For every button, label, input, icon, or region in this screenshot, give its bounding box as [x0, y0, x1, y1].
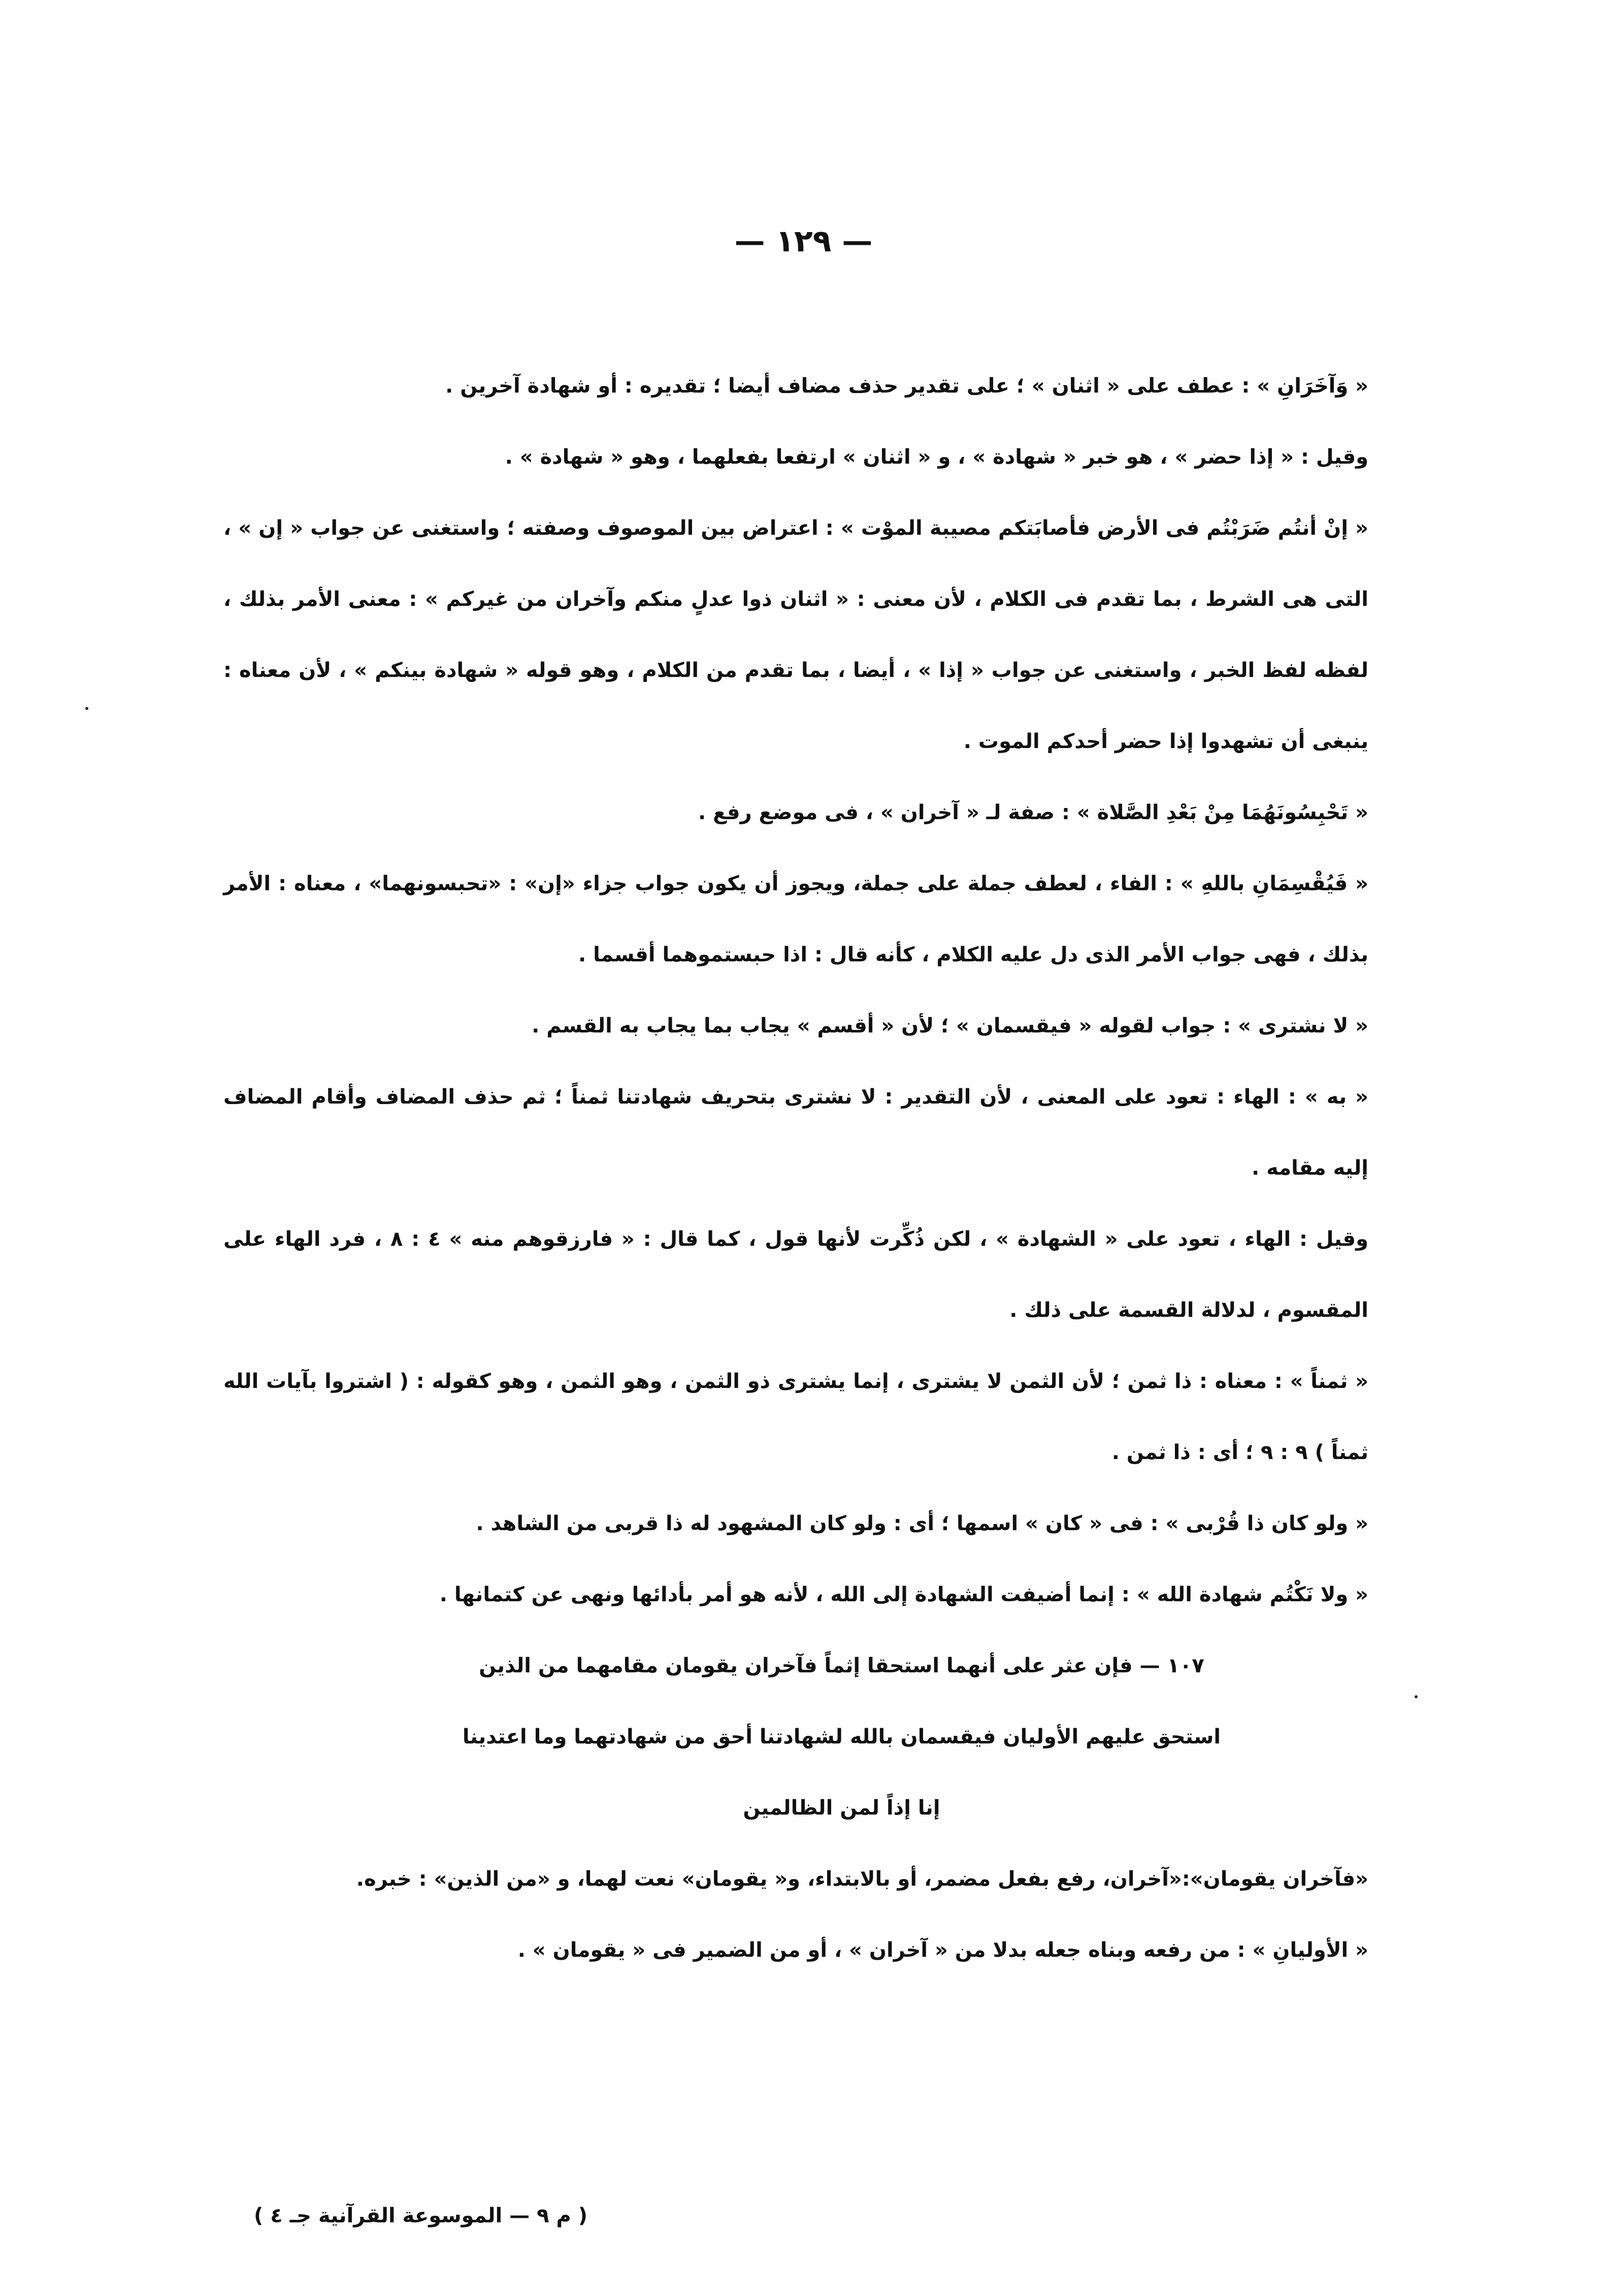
paragraph: « وَآخَرَانِ » : عطف على « اثنان » ؛ على تقدير حذف مضاف أيضا ؛ تقديره : أو شهادة آخرين .: [445, 374, 1368, 398]
paragraph: « فَيُقْسِمَانِ باللهِ » : الفاء ، لعطف جملة على جملة، ويجوز أن يكون جواب جزاء «إن» : «تحبسونهما» ، معناه : الأمر بذلك ، فهى جواب الأمر الذى دل عليه الكلام ، كأنه قال : اذا حبستموهما أقسما .: [223, 872, 1368, 966]
verse-line: إنا إذاً لمن الظالمين: [743, 1796, 940, 1820]
verse-block: [223, 1630, 1368, 1844]
verse-line: ١٠٧ — فإن عثر على أنهما استحقا إثماً فآخران يقومان مقامهما من الذين: [479, 1654, 1204, 1677]
scan-speck: [85, 707, 88, 710]
paragraph: « ولا نَكْتُم شهادة الله » : إنما أضيفت الشهادة إلى الله ، لأنه هو أمر بأدائها ونهى عن كتمانها .: [439, 1583, 1368, 1606]
paragraph: وقيل : الهاء ، تعود على « الشهادة » ، لكن ذُكِّرت لأنها قول ، كما قال : « فارزقوهم منه » ٤ : ٨ ، فرد الهاء على المقسوم ، لدلالة القسمة على ذلك .: [223, 1227, 1368, 1322]
paragraph: وقيل : « إذا حضر » ، هو خبر « شهادة » ، و « اثنان » ارتفعا بفعلهما ، وهو « شهادة » .: [505, 445, 1368, 469]
page-footer: ( م ٩ — الموسوعة القرآنية جـ ٤ ): [254, 2204, 587, 2227]
page-body: [223, 350, 1368, 1986]
paragraph: « الأوليانِ » : من رفعه وبناه جعله بدلا من « آخران » ، أو من الضمير فى « يقومان » .: [517, 1938, 1368, 1962]
paragraph: « ثمناً » : معناه : ذا ثمن ؛ لأن الثمن لا يشترى ، إنما يشترى ذو الثمن ، وهو الثمن ، وهو كقوله : ( اشتروا بآيات الله ثمناً ) ٩ : ٩ ؛ أى : ذا ثمن .: [223, 1370, 1368, 1464]
paragraph: « ولو كان ذا قُرْبى » : فى « كان » اسمها ؛ أى : ولو كان المشهود له ذا قربى من الشاهد .: [476, 1512, 1368, 1535]
paragraph: « به » : الهاء : تعود على المعنى ، لأن التقدير : لا نشترى بتحريف شهادتنا ثمناً ؛ ثم حذف المضاف وأقام المضاف إليه مقامه .: [223, 1085, 1368, 1180]
paragraph: « لا نشترى » : جواب لقوله « فيقسمان » ؛ لأن « أقسم » يجاب بما يجاب به القسم .: [532, 1014, 1368, 1038]
page-number: — ١٢٩ —: [734, 223, 873, 259]
paragraph: « تَحْبِسُونَهُمَا مِنْ بَعْدِ الصَّلاة » : صفة لـ « آخران » ، فى موضع رفع .: [698, 801, 1368, 824]
paragraph: «فآخران يقومان»:«آخران، رفع بفعل مضمر، أو بالابتداء، و« يقومان» نعت لهما، و «من الذين» : خبره.: [356, 1867, 1368, 1891]
paragraph: « إنْ أنتُم ضَرَبْتُم فى الأرض فأصابَتكم مصيبة الموْت » : اعتراض بين الموصوف وصفته ؛ واستغنى عن جواب « إن » ، التى هى الشرط ، بما تقدم فى الكلام ، لأن معنى : « اثنان ذوا عدلٍ منكم وآخران من غيركم » : معنى الأمر بذلك ، لفظه لفظ الخبر ، واستغنى عن جواب « إذا » ، أيضا ، بما تقدم من الكلام ، وهو قوله « شهادة بينكم » ، لأن معناه : ينبغى أن تشهدوا إذا حضر أحدكم الموت .: [223, 516, 1368, 753]
verse-line: استحق عليهم الأوليان فيقسمان بالله لشهادتنا أحق من شهادتهما وما اعتدينا: [462, 1725, 1221, 1749]
scan-speck: [1415, 1695, 1418, 1698]
